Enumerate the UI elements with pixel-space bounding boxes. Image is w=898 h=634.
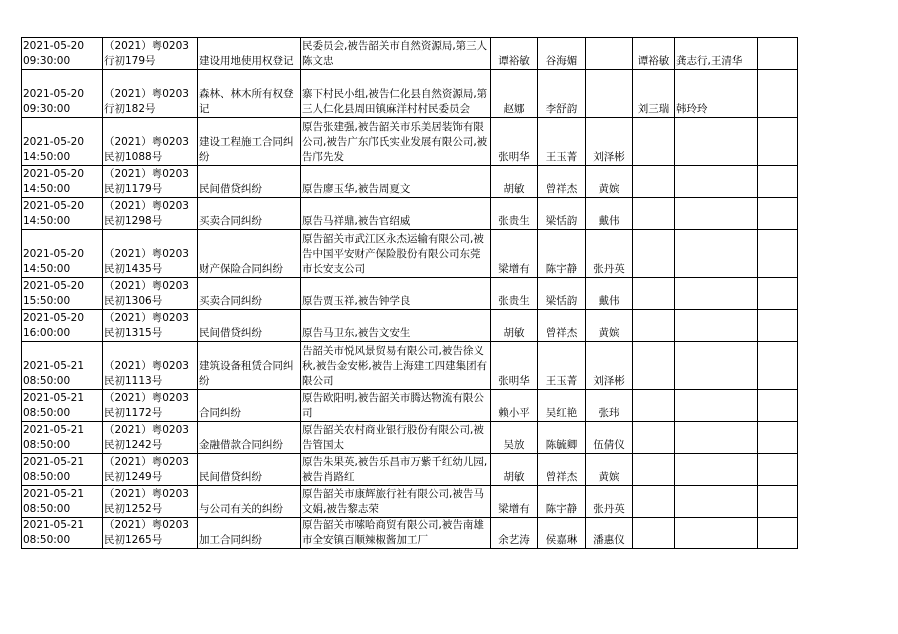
- assistant-cell[interactable]: 戴伟: [586, 278, 633, 310]
- parties-cell[interactable]: 原告马祥鼎,被告官绍威: [301, 198, 491, 230]
- clerk-cell[interactable]: 王玉菁: [538, 118, 586, 166]
- case-cause-cell[interactable]: 建设工程施工合同纠纷: [198, 118, 301, 166]
- clerk-cell[interactable]: 谷海媚: [538, 38, 586, 70]
- case-number-cell[interactable]: （2021）粤0203 民初1249号: [103, 454, 198, 486]
- presiding-judge-cell[interactable]: 梁增有: [491, 230, 538, 278]
- extra-cell-3[interactable]: [758, 230, 798, 278]
- presiding-judge-cell[interactable]: 胡敏: [491, 166, 538, 198]
- parties-cell[interactable]: 原告韶关农村商业银行股份有限公司,被告管国太: [301, 422, 491, 454]
- parties-cell[interactable]: 原告韶关市康辉旅行社有限公司,被告马文娟,被告黎志荣: [301, 486, 491, 518]
- case-number-cell[interactable]: （2021）粤0203 民初1172号: [103, 390, 198, 422]
- extra-cell-1[interactable]: [633, 166, 675, 198]
- case-number-cell[interactable]: （2021）粤0203 民初1435号: [103, 230, 198, 278]
- clerk-cell[interactable]: 曾祥杰: [538, 454, 586, 486]
- case-cause-cell[interactable]: 买卖合同纠纷: [198, 198, 301, 230]
- extra-cell-1[interactable]: [633, 118, 675, 166]
- extra-cell-3[interactable]: [758, 278, 798, 310]
- clerk-cell[interactable]: 陈毓卿: [538, 422, 586, 454]
- extra-cell-2[interactable]: [675, 118, 758, 166]
- hearing-datetime-cell[interactable]: 2021-05-20 14:50:00: [22, 166, 103, 198]
- table-row: [22, 230, 798, 278]
- case-number-cell[interactable]: （2021）粤0203 行初179号: [103, 38, 198, 70]
- presiding-judge-cell[interactable]: 张明华: [491, 118, 538, 166]
- extra-cell-1[interactable]: [633, 390, 675, 422]
- assistant-cell[interactable]: 黄嫔: [586, 310, 633, 342]
- case-number-cell[interactable]: （2021）粤0203 民初1306号: [103, 278, 198, 310]
- extra-cell-1[interactable]: [633, 230, 675, 278]
- clerk-cell[interactable]: 曾祥杰: [538, 166, 586, 198]
- case-number-cell[interactable]: （2021）粤0203 民初1315号: [103, 310, 198, 342]
- clerk-cell[interactable]: 梁恬韵: [538, 198, 586, 230]
- extra-cell-1[interactable]: 刘三瑞: [633, 70, 675, 118]
- table-row: [22, 166, 798, 198]
- extra-cell-3[interactable]: [758, 518, 798, 549]
- assistant-cell[interactable]: 张丹英: [586, 230, 633, 278]
- table-row: [22, 278, 798, 310]
- extra-cell-2[interactable]: [675, 278, 758, 310]
- extra-cell-2[interactable]: [675, 166, 758, 198]
- table-row: [22, 198, 798, 230]
- parties-cell[interactable]: 原告欧阳明,被告韶关市腾达物流有限公司: [301, 390, 491, 422]
- case-cause-cell[interactable]: 金融借款合同纠纷: [198, 422, 301, 454]
- presiding-judge-cell[interactable]: 赵娜: [491, 70, 538, 118]
- hearing-datetime-cell[interactable]: 2021-05-20 14:50:00: [22, 198, 103, 230]
- presiding-judge-cell[interactable]: 谭裕敏: [491, 38, 538, 70]
- clerk-cell[interactable]: 曾祥杰: [538, 310, 586, 342]
- clerk-cell[interactable]: 李舒韵: [538, 70, 586, 118]
- clerk-cell[interactable]: 王玉菁: [538, 342, 586, 390]
- presiding-judge-cell[interactable]: 张贵生: [491, 198, 538, 230]
- assistant-cell[interactable]: 张玮: [586, 390, 633, 422]
- case-cause-cell[interactable]: 民间借贷纠纷: [198, 454, 301, 486]
- extra-cell-1[interactable]: [633, 454, 675, 486]
- extra-cell-3[interactable]: [758, 390, 798, 422]
- parties-cell[interactable]: 告韶关市悦风景贸易有限公司,被告徐义秋,被告金安彬,被告上海建工四建集团有限公司: [301, 342, 491, 390]
- extra-cell-2[interactable]: 韩玲玲: [675, 70, 758, 118]
- case-number-cell[interactable]: （2021）粤0203 民初1179号: [103, 166, 198, 198]
- presiding-judge-cell[interactable]: 张明华: [491, 342, 538, 390]
- clerk-cell[interactable]: 梁恬韵: [538, 278, 586, 310]
- parties-cell[interactable]: 原告朱果英,被告乐昌市万紫千红幼儿园,被告肖路红: [301, 454, 491, 486]
- presiding-judge-cell[interactable]: 赖小平: [491, 390, 538, 422]
- assistant-cell[interactable]: 伍倩仪: [586, 422, 633, 454]
- extra-cell-1[interactable]: [633, 278, 675, 310]
- table-row: [22, 390, 798, 422]
- presiding-judge-cell[interactable]: 胡敏: [491, 310, 538, 342]
- hearing-datetime-cell[interactable]: 2021-05-21 08:50:00: [22, 342, 103, 390]
- hearing-datetime-cell[interactable]: 2021-05-20 16:00:00: [22, 310, 103, 342]
- extra-cell-1[interactable]: [633, 422, 675, 454]
- parties-cell[interactable]: 原告贾玉祥,被告钟学良: [301, 278, 491, 310]
- table-row: [22, 38, 798, 70]
- extra-cell-2[interactable]: [675, 486, 758, 518]
- parties-cell[interactable]: 民委员会,被告韶关市自然资源局,第三人陈文忠: [301, 38, 491, 70]
- clerk-cell[interactable]: 陈宇静: [538, 230, 586, 278]
- hearing-datetime-cell[interactable]: 2021-05-20 14:50:00: [22, 118, 103, 166]
- case-cause-cell[interactable]: 民间借贷纠纷: [198, 166, 301, 198]
- extra-cell-1[interactable]: [633, 486, 675, 518]
- case-number-cell[interactable]: （2021）粤0203 民初1242号: [103, 422, 198, 454]
- assistant-cell[interactable]: 黄嫔: [586, 454, 633, 486]
- case-cause-cell[interactable]: 财产保险合同纠纷: [198, 230, 301, 278]
- extra-cell-2[interactable]: [675, 230, 758, 278]
- parties-cell[interactable]: 原告韶关市嗦哈商贸有限公司,被告南雄市全安镇百顺辣椒酱加工厂: [301, 518, 491, 549]
- extra-cell-2[interactable]: [675, 342, 758, 390]
- parties-cell[interactable]: 原告马卫东,被告文安生: [301, 310, 491, 342]
- assistant-cell[interactable]: 刘泽彬: [586, 118, 633, 166]
- hearing-datetime-cell[interactable]: 2021-05-21 08:50:00: [22, 390, 103, 422]
- assistant-cell[interactable]: 张丹英: [586, 486, 633, 518]
- clerk-cell[interactable]: 吴红艳: [538, 390, 586, 422]
- case-cause-cell[interactable]: 建设用地使用权登记: [198, 38, 301, 70]
- hearing-datetime-cell[interactable]: 2021-05-20 09:30:00: [22, 70, 103, 118]
- extra-cell-2[interactable]: [675, 518, 758, 549]
- parties-cell[interactable]: 寨下村民小组,被告仁化县自然资源局,第三人仁化县周田镇麻洋村村民委员会: [301, 70, 491, 118]
- extra-cell-1[interactable]: [633, 198, 675, 230]
- extra-cell-3[interactable]: [758, 310, 798, 342]
- parties-cell[interactable]: 原告韶关市武江区永杰运输有限公司,被告中国平安财产保险股份有限公司东莞市长安支公司: [301, 230, 491, 278]
- extra-cell-3[interactable]: [758, 70, 798, 118]
- extra-cell-3[interactable]: [758, 198, 798, 230]
- hearing-schedule-sheet: [21, 37, 798, 549]
- case-cause-cell[interactable]: 与公司有关的纠纷: [198, 486, 301, 518]
- extra-cell-2[interactable]: [675, 198, 758, 230]
- table-row: [22, 422, 798, 454]
- assistant-cell[interactable]: 黄嫔: [586, 166, 633, 198]
- extra-cell-3[interactable]: [758, 454, 798, 486]
- extra-cell-3[interactable]: [758, 38, 798, 70]
- case-cause-cell[interactable]: 合同纠纷: [198, 390, 301, 422]
- table-row: [22, 518, 798, 549]
- extra-cell-3[interactable]: [758, 118, 798, 166]
- table-row: [22, 310, 798, 342]
- case-cause-cell[interactable]: 买卖合同纠纷: [198, 278, 301, 310]
- hearing-datetime-cell[interactable]: 2021-05-20 15:50:00: [22, 278, 103, 310]
- table-row: [22, 70, 798, 118]
- extra-cell-3[interactable]: [758, 422, 798, 454]
- extra-cell-2[interactable]: [675, 422, 758, 454]
- case-number-cell[interactable]: （2021）粤0203 行初182号: [103, 70, 198, 118]
- hearing-datetime-cell[interactable]: 2021-05-21 08:50:00: [22, 422, 103, 454]
- assistant-cell[interactable]: 戴伟: [586, 198, 633, 230]
- hearing-datetime-cell[interactable]: 2021-05-21 08:50:00: [22, 518, 103, 549]
- extra-cell-2[interactable]: 龚志行,王清华: [675, 38, 758, 70]
- hearing-schedule-table: [21, 37, 798, 549]
- case-cause-cell[interactable]: 建筑设备租赁合同纠纷: [198, 342, 301, 390]
- presiding-judge-cell[interactable]: 余艺涛: [491, 518, 538, 549]
- case-cause-cell[interactable]: 民间借贷纠纷: [198, 310, 301, 342]
- hearing-datetime-cell[interactable]: 2021-05-21 08:50:00: [22, 454, 103, 486]
- extra-cell-2[interactable]: [675, 310, 758, 342]
- table-row: [22, 118, 798, 166]
- clerk-cell[interactable]: 陈宇静: [538, 486, 586, 518]
- hearing-datetime-cell[interactable]: 2021-05-20 09:30:00: [22, 38, 103, 70]
- presiding-judge-cell[interactable]: 梁增有: [491, 486, 538, 518]
- hearing-datetime-cell[interactable]: 2021-05-20 14:50:00: [22, 230, 103, 278]
- extra-cell-3[interactable]: [758, 342, 798, 390]
- extra-cell-1[interactable]: [633, 342, 675, 390]
- assistant-cell[interactable]: [586, 70, 633, 118]
- extra-cell-1[interactable]: [633, 310, 675, 342]
- extra-cell-1[interactable]: 谭裕敏: [633, 38, 675, 70]
- table-row: [22, 454, 798, 486]
- case-cause-cell[interactable]: 加工合同纠纷: [198, 518, 301, 549]
- case-number-cell[interactable]: （2021）粤0203 民初1298号: [103, 198, 198, 230]
- extra-cell-1[interactable]: [633, 518, 675, 549]
- case-number-cell[interactable]: （2021）粤0203 民初1252号: [103, 486, 198, 518]
- extra-cell-3[interactable]: [758, 166, 798, 198]
- parties-cell[interactable]: 原告廖玉华,被告周夏文: [301, 166, 491, 198]
- extra-cell-2[interactable]: [675, 390, 758, 422]
- table-row: [22, 342, 798, 390]
- presiding-judge-cell[interactable]: 张贵生: [491, 278, 538, 310]
- table-row: [22, 486, 798, 518]
- assistant-cell[interactable]: 潘惠仪: [586, 518, 633, 549]
- parties-cell[interactable]: 原告张建强,被告韶关市乐美居装饰有限公司,被告广东邝氏实业发展有限公司,被告邝先发: [301, 118, 491, 166]
- case-number-cell[interactable]: （2021）粤0203 民初1265号: [103, 518, 198, 549]
- case-number-cell[interactable]: （2021）粤0203 民初1088号: [103, 118, 198, 166]
- hearing-datetime-cell[interactable]: 2021-05-21 08:50:00: [22, 486, 103, 518]
- presiding-judge-cell[interactable]: 胡敏: [491, 454, 538, 486]
- clerk-cell[interactable]: 侯嘉琳: [538, 518, 586, 549]
- case-number-cell[interactable]: （2021）粤0203 民初1113号: [103, 342, 198, 390]
- presiding-judge-cell[interactable]: 吴放: [491, 422, 538, 454]
- case-cause-cell[interactable]: 森林、林木所有权登记: [198, 70, 301, 118]
- extra-cell-2[interactable]: [675, 454, 758, 486]
- assistant-cell[interactable]: 刘泽彬: [586, 342, 633, 390]
- assistant-cell[interactable]: [586, 38, 633, 70]
- extra-cell-3[interactable]: [758, 486, 798, 518]
